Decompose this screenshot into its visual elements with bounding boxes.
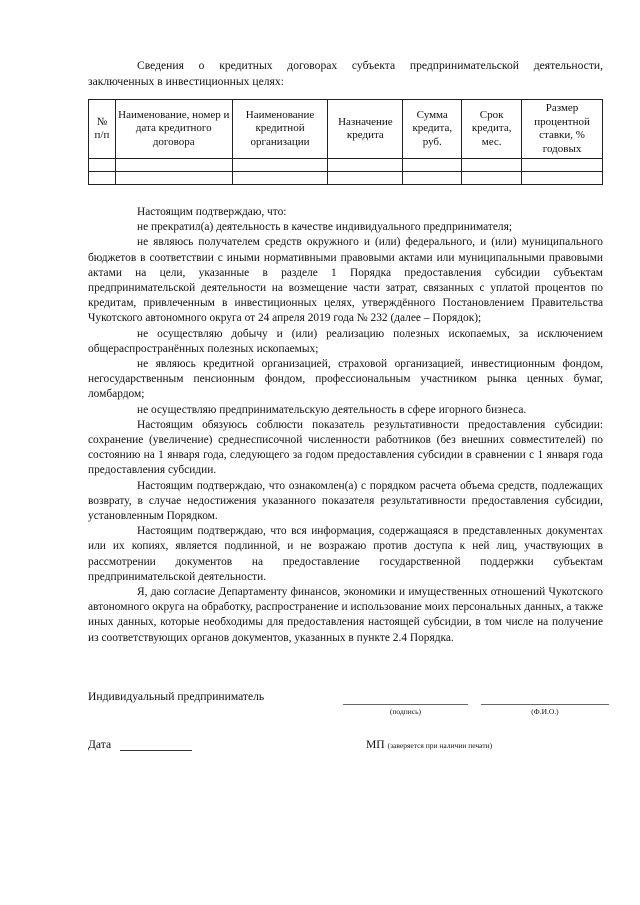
table-cell <box>115 159 232 172</box>
declaration-text <box>88 205 603 646</box>
table-cell <box>328 159 403 172</box>
header-term: Срок кредита, мес. <box>462 100 522 159</box>
table-cell <box>89 159 116 172</box>
date-label: Дата <box>88 738 112 751</box>
heading-line-2: заключенных в инвестиционных целях: <box>88 75 284 88</box>
paragraph-consent: Я, даю согласие Департаменту финансов, экономики и имущественных отношений Чукотского автономного округа на обработку, распространение и использование моих персональных данных, а также иных данных, которые необходимы для предоставления настоящей субсидии, в том числе на получение из соответствующих органов документов, указанных в пункте 2.4 Порядка. <box>88 586 603 644</box>
credit-agreements-table <box>88 99 603 185</box>
table-cell <box>89 172 116 185</box>
heading-line-1: Сведения о кредитных договорах субъекта предпринимательской деятельности, <box>137 59 603 72</box>
table-cell <box>403 172 462 185</box>
table-cell <box>462 159 522 172</box>
table-cell <box>522 159 603 172</box>
table-cell <box>328 172 403 185</box>
header-purpose: Назначение кредита <box>328 100 403 159</box>
table-cell <box>232 159 328 172</box>
paragraph-acquainted: Настоящим подтверждаю, что ознакомлен(а) с порядком расчета объема средств, подлежащих возврату, в случае недостижения указанного показателя результативности предоставления субсидии, установленным Порядком. <box>88 479 603 523</box>
paragraph-no-mining: не осуществляю добычу и (или) реализацию полезных ископаемых, за исключением общераспространённых полезных ископаемых; <box>88 327 603 355</box>
paragraph-confirm-intro: Настоящим подтверждаю, что: <box>137 206 287 218</box>
table-cell <box>115 172 232 185</box>
signature-line <box>343 704 468 705</box>
paragraph-no-gambling: не осуществляю предпринимательскую деятельность в сфере игорного бизнеса. <box>137 403 527 416</box>
signer-label: Индивидуальный предприниматель <box>88 690 265 703</box>
paragraph-not-recipient: не являюсь получателем средств окружного и (или) федерального, и (или) муниципального бюджетов в соответствии с иными нормативными правовыми актами или муниципальными правовыми актами на цели, указанные в разделе 1 Порядка предоставления субсидии субъектам предпринимательской деятельности на возмещение части затрат, связанных с уплатой процентов по кредитам, привлеченным в инвестиционных целях, утверждённого Постановлением Правительства Чукотского автономного округа от 24 апреля 2019 года № 232 (далее – Порядок); <box>88 236 603 325</box>
name-line <box>481 704 609 705</box>
table-cell <box>462 172 522 185</box>
date-line <box>120 750 192 751</box>
paragraph-not-financial: не являюсь кредитной организацией, страховой организацией, инвестиционным фондом, негосударственным пенсионным фондом, профессиональным участником рынка ценных бумаг, ломбардом; <box>88 358 603 401</box>
signature-block <box>88 690 613 750</box>
header-agreement: Наименование, номер и дата кредитного договора <box>115 100 232 159</box>
table-cell <box>522 172 603 185</box>
table-cell <box>232 172 328 185</box>
name-caption: (Ф.И.О.) <box>531 707 559 716</box>
header-credit-organization: Наименование кредитной организации <box>232 100 328 159</box>
paragraph-not-ceased: не прекратил(а) деятельность в качестве индивидуального предпринимателя; <box>137 221 512 234</box>
stamp-mp: МП <box>366 738 385 751</box>
header-interest-rate: Размер процентной ставки, % годовых <box>522 100 603 159</box>
table-row <box>89 159 603 172</box>
stamp-label <box>366 738 492 751</box>
table-header-row <box>89 100 603 159</box>
section-heading <box>88 58 603 90</box>
table-row <box>89 172 603 185</box>
header-number: № п/п <box>89 100 116 159</box>
paragraph-obligation: Настоящим обязуюсь соблюсти показатель результативности предоставления субсидии: сохранение (увеличение) среднесписочной численности работников (без внешних совместителей) по состоянию на 1 января года, следующего за годом предоставления субсидии в сравнении с 1 января года предоставления субсидии. <box>88 418 603 477</box>
header-amount: Сумма кредита, руб. <box>403 100 462 159</box>
paragraph-authentic: Настоящим подтверждаю, что вся информация, содержащаяся в представленных документах или их копиях, является подлинной, и не возражаю против доступа к ней лиц, участвующих в рассмотрении документов на предоставление государственной поддержки субъектам предпринимательской деятельности. <box>88 525 603 583</box>
table-cell <box>403 159 462 172</box>
signature-caption: (подпись) <box>389 707 422 716</box>
stamp-note: (заверяется при наличии печати) <box>387 741 493 750</box>
